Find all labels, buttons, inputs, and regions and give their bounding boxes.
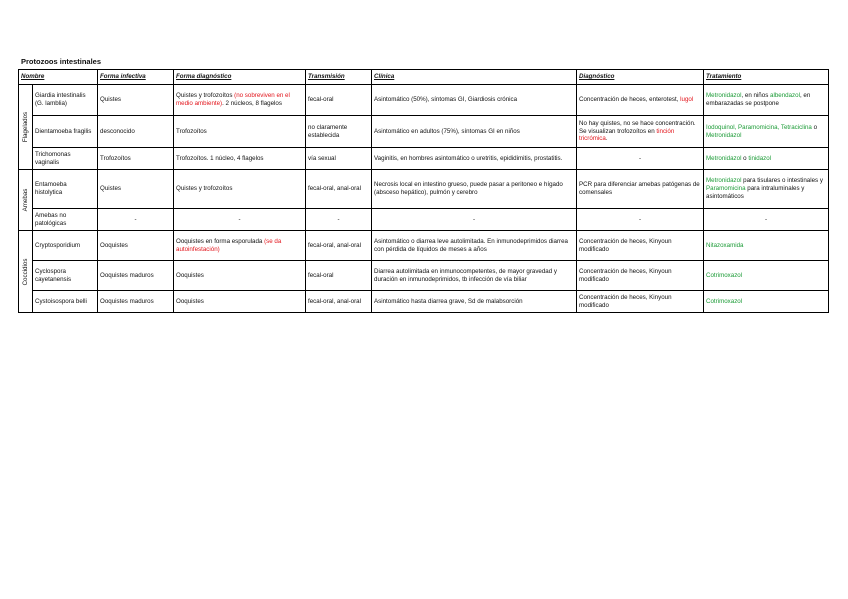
header-forma-diagnostico: Forma diagnóstico (174, 70, 306, 85)
cell-infective: Ooquistes maduros (98, 291, 174, 313)
cell-name: Amebas no patológicas (33, 209, 98, 231)
header-clinica: Clínica (372, 70, 577, 85)
cell-infective: Ooquistes (98, 231, 174, 261)
cell-diagnosis: Concentración de heces, Kinyoun modificado (577, 291, 704, 313)
cell-treatment: Cotrimoxazol (704, 261, 829, 291)
header-transmision: Transmisión (306, 70, 372, 85)
cell-diag-form: Quistes y trofozoítos (174, 170, 306, 209)
cell-diagnosis: Concentración de heces, Kinyoun modificado (577, 261, 704, 291)
header-forma-infectiva: Forma infectiva (98, 70, 174, 85)
cell-infective: - (98, 209, 174, 231)
group-label-flagelados: Flagelados (19, 85, 33, 170)
cell-name: Entamoeba histolytica (33, 170, 98, 209)
page-title: Protozoos intestinales (21, 57, 102, 66)
cell-diagnosis: PCR para diferenciar amebas patógenas de comensales (577, 170, 704, 209)
cell-infective: Trofozoítos (98, 148, 174, 170)
cell-infective: Quistes (98, 170, 174, 209)
cell-diag-form: Ooquistes en forma esporulada (se da autoinfestación) (174, 231, 306, 261)
table-row (19, 261, 829, 291)
cell-diagnosis: No hay quistes, no se hace concentración. Se visualizan trofozoítos en tinción tricrómica. (577, 116, 704, 148)
cell-diagnosis: - (577, 209, 704, 231)
cell-transmission: no claramente establecida (306, 116, 372, 148)
cell-diag-form: Ooquistes (174, 291, 306, 313)
cell-treatment: Nitazoxamida (704, 231, 829, 261)
cell-transmission: fecal-oral (306, 261, 372, 291)
cell-diagnosis: Concentración de heces, enterotest, lugol (577, 85, 704, 116)
cell-clinic: Asintomático hasta diarrea grave, Sd de malabsorción (372, 291, 577, 313)
group-label-amebas: Amebas (19, 170, 33, 231)
cell-transmission: fecal-oral, anal-oral (306, 170, 372, 209)
cell-diag-form: Quistes y trofozoítos (no sobreviven en el medio ambiente). 2 núcleos, 8 flagelos (174, 85, 306, 116)
cell-name: Cryptosporidium (33, 231, 98, 261)
cell-transmission: vía sexual (306, 148, 372, 170)
cell-name: Dientamoeba fragilis (33, 116, 98, 148)
cell-transmission: fecal-oral, anal-oral (306, 231, 372, 261)
table-row (19, 209, 829, 231)
cell-infective: Ooquistes maduros (98, 261, 174, 291)
table-row (19, 116, 829, 148)
cell-clinic: Vaginitis, en hombres asintomático o uretritis, epididimitis, prostatitis. (372, 148, 577, 170)
table-row (19, 148, 829, 170)
header-tratamiento: Tratamiento (704, 70, 829, 85)
cell-clinic: Necrosis local en intestino grueso, puede pasar a peritoneo e hígado (absceso hepático), pulmón y cerebro (372, 170, 577, 209)
cell-clinic: Diarrea autolimitada en inmunocompetentes, de mayor gravedad y duración en inmunodeprimidos, tb infección de vía biliar (372, 261, 577, 291)
cell-diagnosis: Concentración de heces, Kinyoun modificado (577, 231, 704, 261)
cell-treatment: - (704, 209, 829, 231)
cell-treatment: Metronidazol para tisulares o intestinales y Paramomicina para intraluminales y asintomáticos (704, 170, 829, 209)
cell-transmission: fecal-oral, anal-oral (306, 291, 372, 313)
cell-treatment: Metronidazol, en niños albendazol, en embarazadas se postpone (704, 85, 829, 116)
cell-diag-form: Trofozoítos (174, 116, 306, 148)
protozoa-table (18, 69, 829, 313)
cell-diagnosis: - (577, 148, 704, 170)
cell-name: Trichomonas vaginalis (33, 148, 98, 170)
cell-transmission: fecal-oral (306, 85, 372, 116)
cell-transmission: - (306, 209, 372, 231)
cell-treatment: Iodoquinol, Paramomicina, Tetraciclina o Metronidazol (704, 116, 829, 148)
header-diagnostico: Diagnóstico (577, 70, 704, 85)
cell-name: Cystoisospora belli (33, 291, 98, 313)
cell-diag-form: Trofozoítos. 1 núcleo, 4 flagelos (174, 148, 306, 170)
cell-infective: Quistes (98, 85, 174, 116)
cell-treatment: Metronidazol o tinidazol (704, 148, 829, 170)
group-label-coccidios: Coccidios (19, 231, 33, 313)
cell-diag-form: Ooquistes (174, 261, 306, 291)
cell-treatment: Cotrimoxazol (704, 291, 829, 313)
cell-clinic: Asintomático en adultos (75%), síntomas GI en niños (372, 116, 577, 148)
table-row (19, 85, 829, 116)
cell-clinic: Asintomático (50%), síntomas GI, Giardiosis crónica (372, 85, 577, 116)
header-nombre: Nombre (19, 70, 98, 85)
cell-clinic: Asintomático o diarrea leve autolimitada. En inmunodeprimidos diarrea con pérdida de líquidos de meses a años (372, 231, 577, 261)
cell-name: Giardia intestinalis (G. lamblia) (33, 85, 98, 116)
table-row (19, 170, 829, 209)
table-row (19, 291, 829, 313)
cell-infective: desconocido (98, 116, 174, 148)
cell-clinic: - (372, 209, 577, 231)
header-row (19, 70, 829, 85)
cell-name: Cyclospora cayetanensis (33, 261, 98, 291)
cell-diag-form: - (174, 209, 306, 231)
table-row (19, 231, 829, 261)
